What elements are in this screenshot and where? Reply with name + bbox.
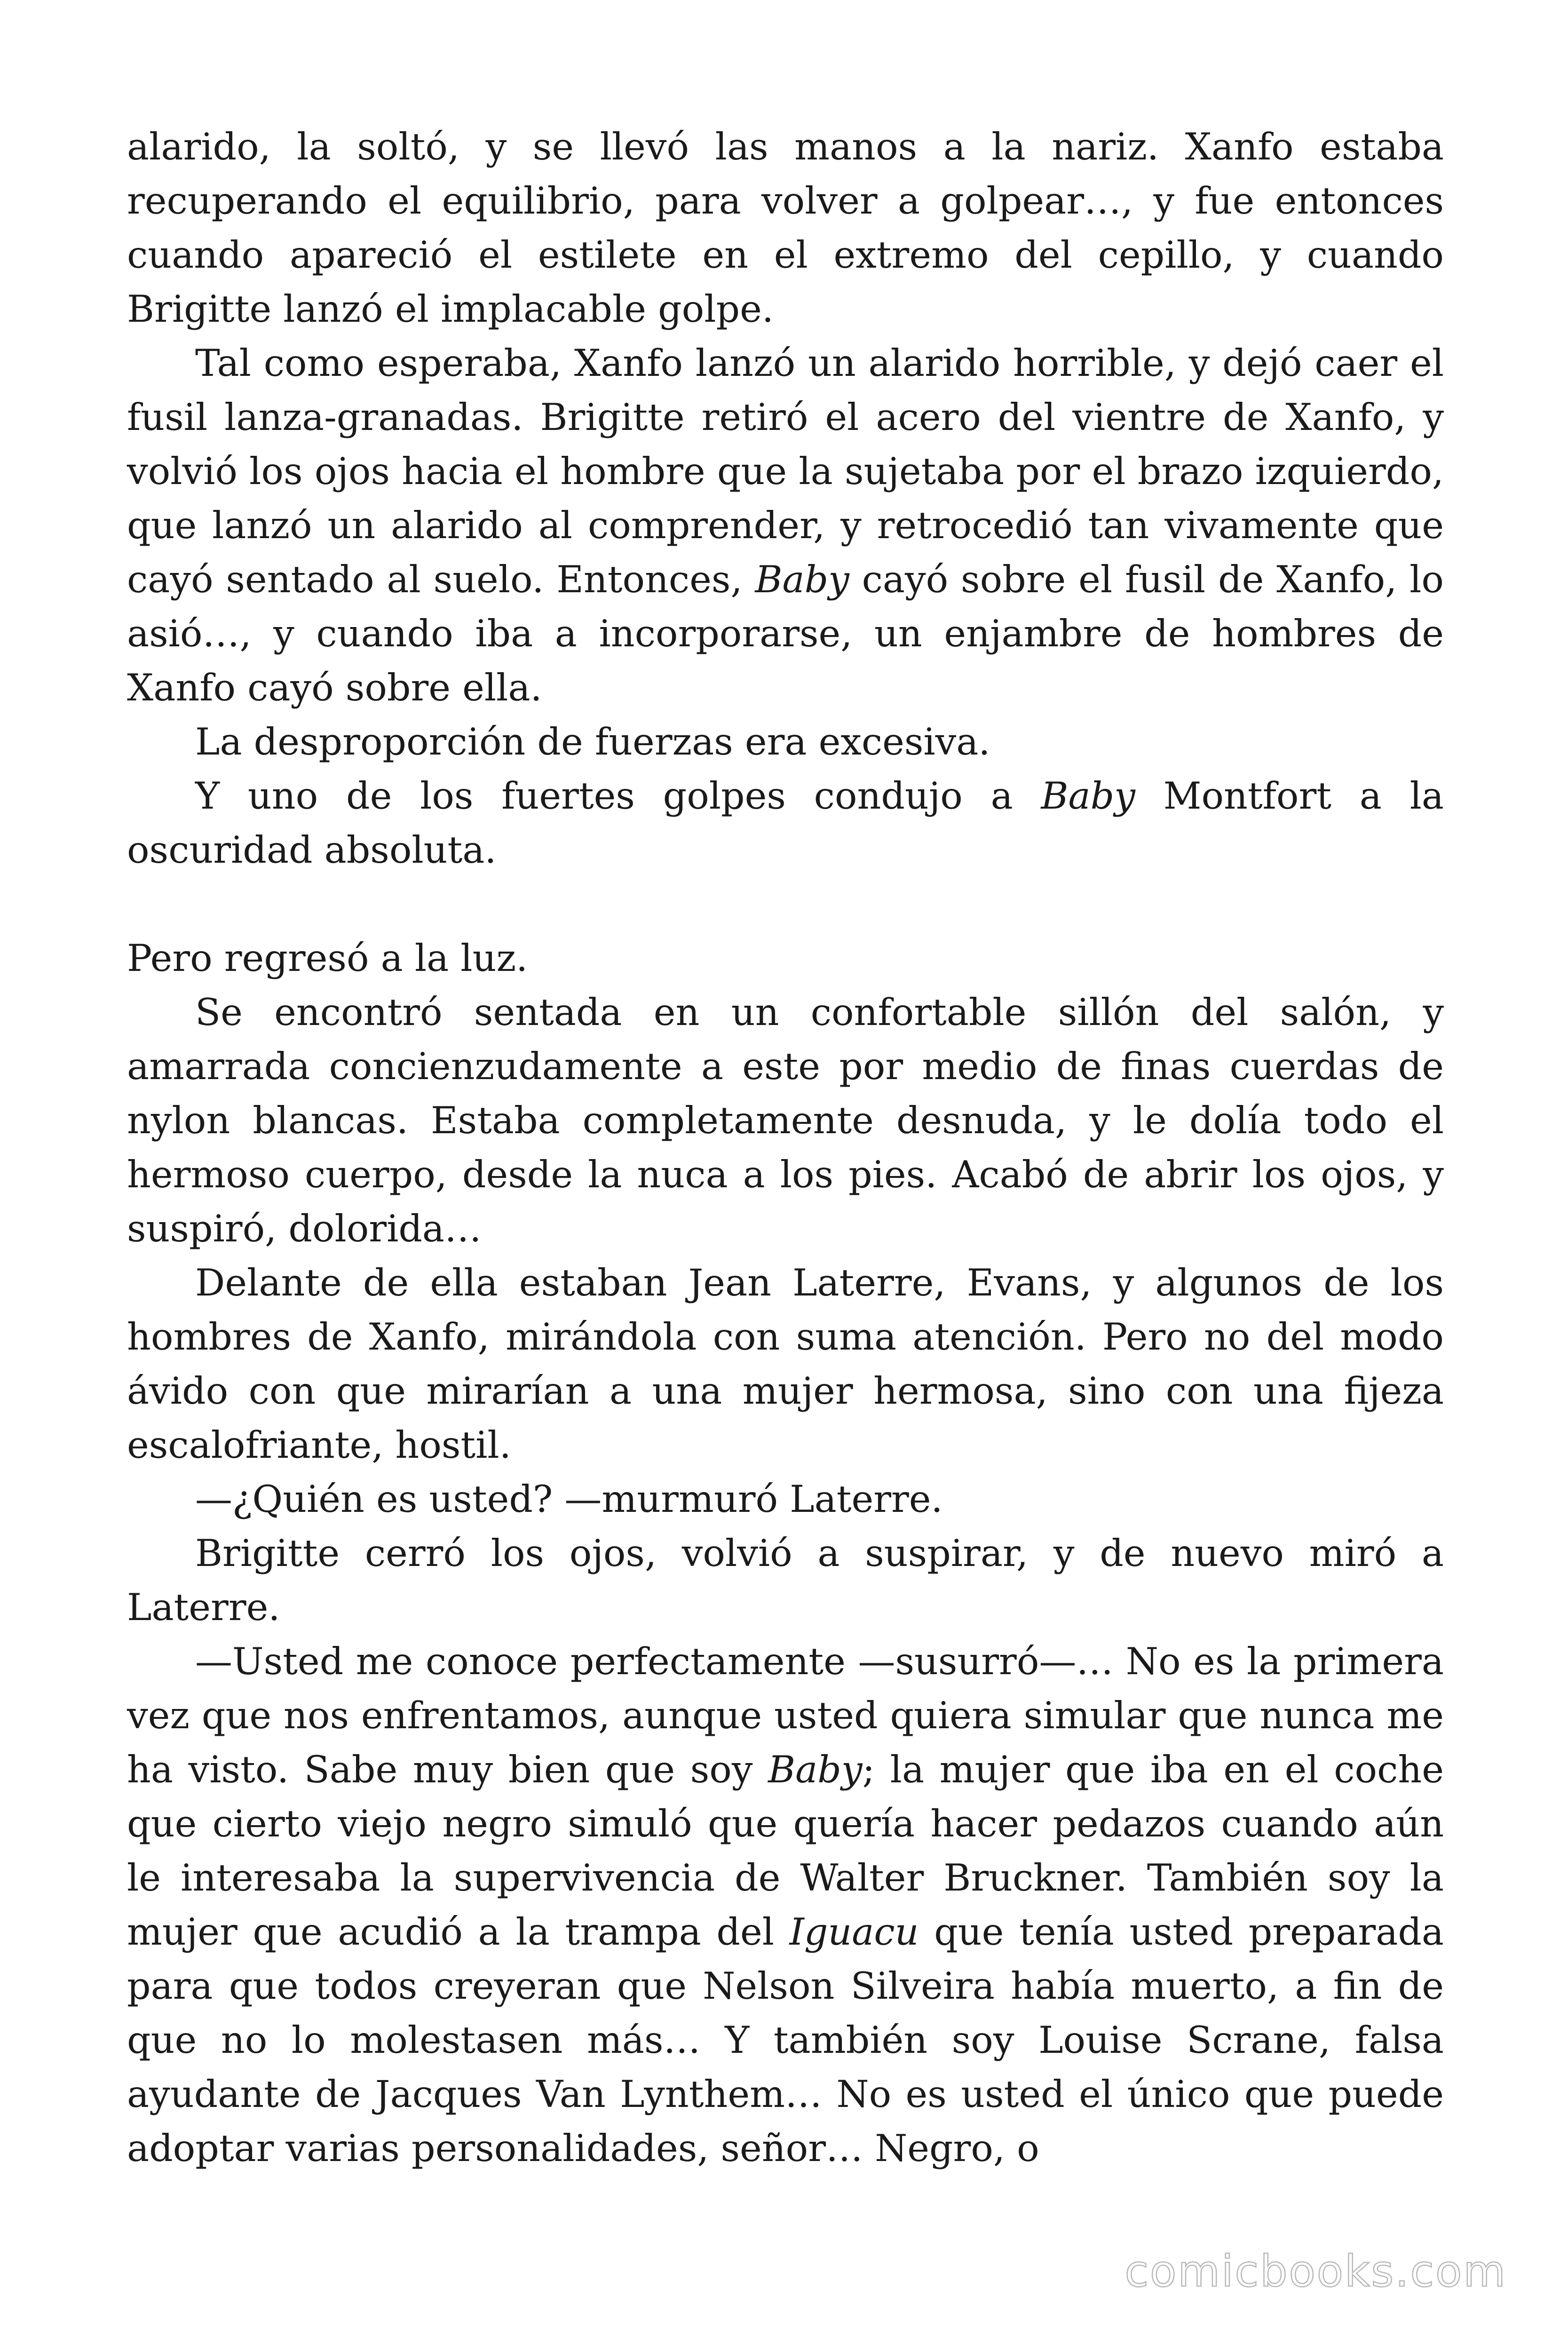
text-run: —¿Quién es usted? —murmuró Laterre. — [195, 1478, 943, 1521]
italic-text: Iguacu — [789, 1910, 919, 1954]
text-run: Delante de ella estaban Jean Laterre, Evans, y algunos de los hombres de Xanfo, mirándola con suma atención. Pero no del modo ávido con que mirarían a una mujer hermosa, sino con una fijeza escalofriante, hostil. — [127, 1261, 1444, 1467]
text-run: Pero regresó a la luz. — [127, 937, 528, 980]
text-run: —Usted me conoce perfectamente —susurró—… No es la primera vez que nos enfrentamos, aunque usted quiera simular que nunca me ha visto. Sabe muy bien que soy — [127, 1640, 1444, 1791]
body-paragraph — [127, 1472, 1444, 1526]
text-run: que tenía usted preparada para que todos creyeran que Nelson Silveira había muerto, a fin de que no lo molestasen más… Y también soy Louise Scrane, falsa ayudante de Jacques Van Lynthem… No es usted el único que puede adoptar varias personalidades, señor… Negro, o — [127, 1910, 1444, 2170]
italic-text: Baby — [1041, 774, 1135, 818]
body-paragraph — [127, 120, 1444, 336]
text-run: cayó sobre el fusil de Xanfo, lo asió…, y cuando iba a incorporarse, un enjambre de hombres de Xanfo cayó sobre ella. — [127, 558, 1444, 709]
text-run: Tal como esperaba, Xanfo lanzó un alarido horrible, y dejó caer el fusil lanza-granadas. Brigitte retiró el acero del vientre de Xanfo, y volvió los ojos hacia el hombre que la sujetaba por el brazo izquierdo, que lanzó un alarido al comprender, y retrocedió tan vivamente que cayó sentado al suelo. Entonces, — [127, 342, 1444, 601]
text-run: alarido, la soltó, y se llevó las manos a la nariz. Xanfo estaba recuperando el equilibrio, para volver a golpear…, y fue entonces cuando apareció el estilete en el extremo del cepillo, y cuando Brigitte lanzó el implacable golpe. — [127, 125, 1444, 331]
body-paragraph — [127, 769, 1444, 877]
text-run: La desproporción de fuerzas era excesiva. — [195, 720, 990, 763]
body-paragraph — [127, 931, 1444, 985]
text-run: Se encontró sentada en un confortable sillón del salón, y amarrada concienzudamente a este por medio de finas cuerdas de nylon blancas. Estaba completamente desnuda, y le dolía todo el hermoso cuerpo, desde la nuca a los pies. Acabó de abrir los ojos, y suspiró, dolorida… — [127, 991, 1444, 1250]
italic-text: Baby — [768, 1748, 863, 1791]
text-run: Y uno de los fuertes golpes condujo a — [195, 774, 1041, 818]
body-paragraph — [127, 1256, 1444, 1472]
text-run: Montfort a la oscuridad absoluta. — [127, 774, 1444, 872]
italic-text: Baby — [755, 558, 849, 601]
body-paragraph — [127, 336, 1444, 715]
body-paragraph — [127, 1526, 1444, 1635]
body-paragraph — [127, 1635, 1444, 2176]
watermark-logo: comicbooks.com — [1125, 2246, 1507, 2296]
body-paragraph — [127, 985, 1444, 1256]
body-paragraph — [127, 715, 1444, 769]
text-run: Brigitte cerró los ojos, volvió a suspirar, y de nuevo miró a Laterre. — [127, 1532, 1444, 1629]
page-body — [127, 120, 1444, 2237]
text-run: ; la mujer que iba en el coche que cierto viejo negro simuló que quería hacer pedazos cuando aún le interesaba la supervivencia de Walter Bruckner. También soy la mujer que acudió a la trampa del — [127, 1748, 1444, 1954]
